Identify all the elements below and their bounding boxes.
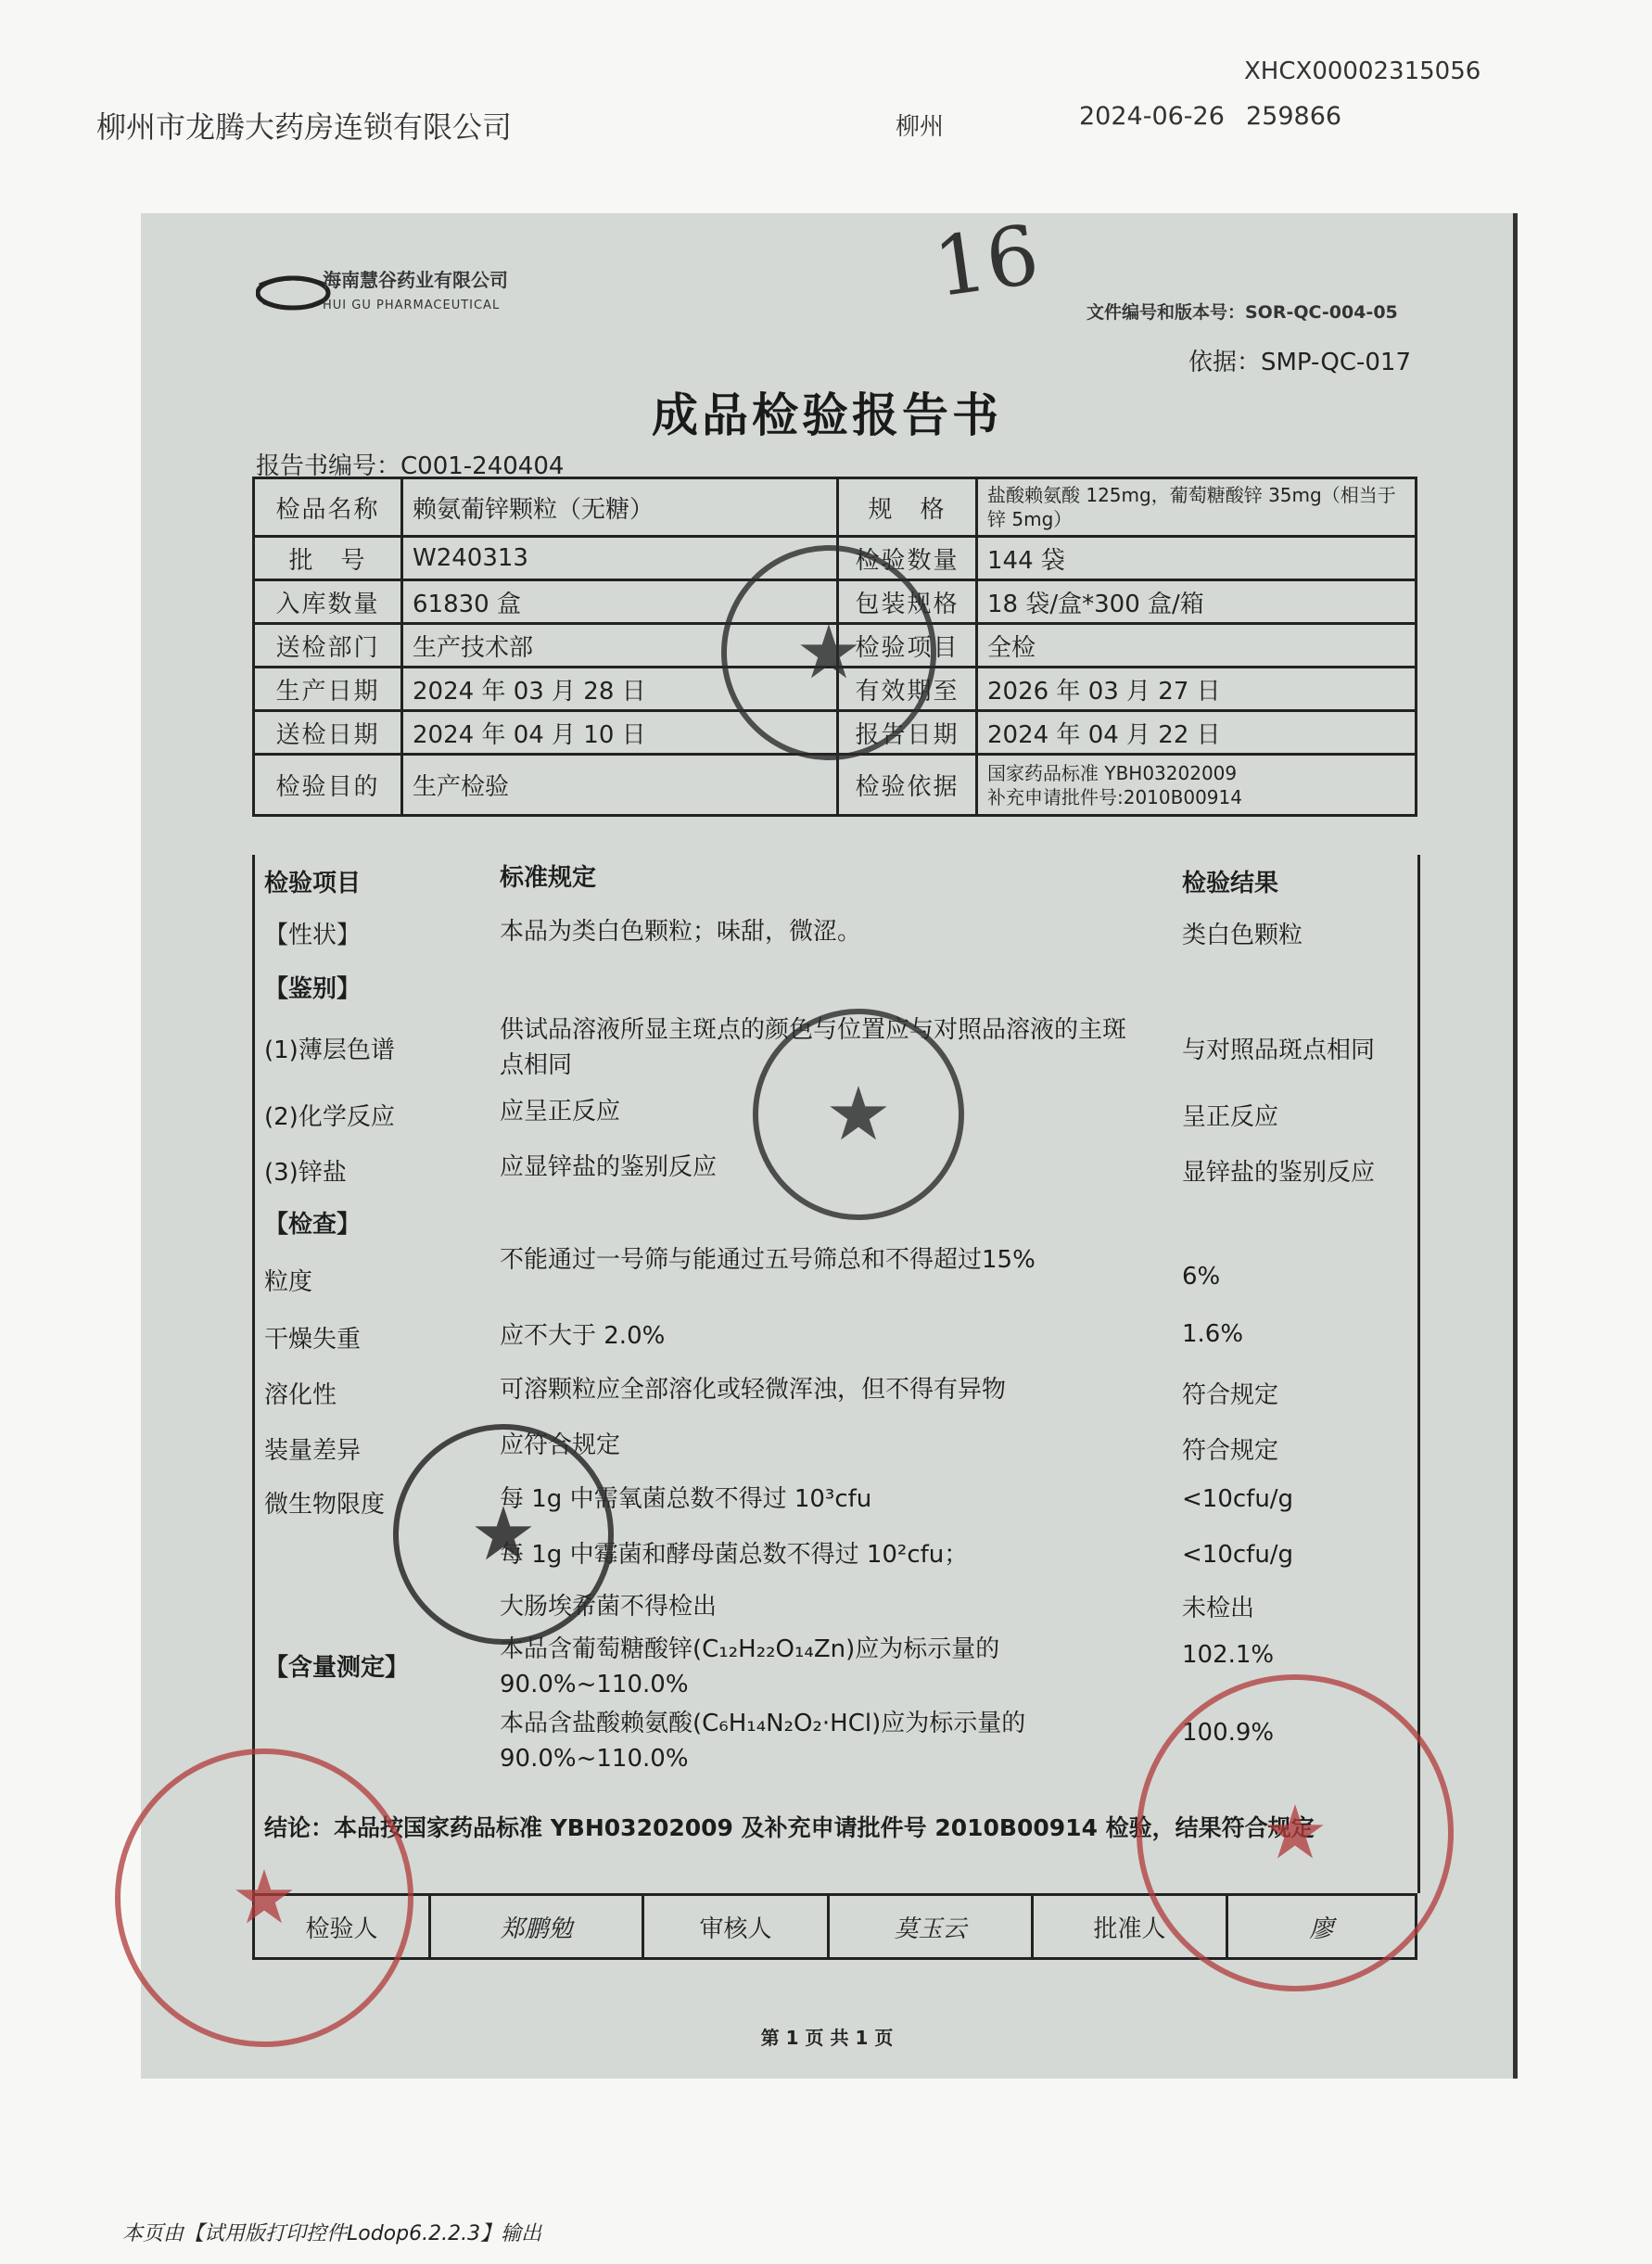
red-stamp-right (1137, 1674, 1454, 1991)
row-result: 100.9% (1182, 1719, 1275, 1747)
row-standard: 供试品溶液所显主斑点的颜色与位置应与对照品溶液的主斑点相同 (500, 1016, 1127, 1079)
row-result: 符合规定 (1182, 1437, 1279, 1465)
row-result: 呈正反应 (1182, 1103, 1279, 1131)
row-result: 6% (1182, 1263, 1221, 1291)
row-item: 【检查】 (264, 1211, 362, 1239)
row-standard: 可溶颗粒应全部溶化或轻微浑浊，但不得有异物 (500, 1376, 1007, 1404)
label-inspector: 检验人 (254, 1895, 430, 1959)
standard-line-1: 国家药品标准 YBH03202009 (987, 761, 1238, 784)
row-item: 粒度 (264, 1268, 313, 1296)
row-item: (1)薄层色谱 (264, 1037, 395, 1064)
row-result: 显锌盐的鉴别反应 (1182, 1159, 1376, 1187)
report-date-value: 2024 年 04 月 22 日 (977, 711, 1417, 755)
dept-value: 生产技术部 (402, 624, 838, 668)
row-standard: 大肠埃希菌不得检出 (500, 1593, 718, 1621)
page-title: 成品检验报告书 (652, 388, 1002, 442)
prod-date-value: 2024 年 03 月 28 日 (402, 668, 838, 711)
star-icon: ★ (1262, 1789, 1328, 1876)
package-value: 18 袋/盒*300 盒/箱 (977, 580, 1417, 624)
row-result: 符合规定 (1182, 1381, 1279, 1409)
row-standard: 应显锌盐的鉴别反应 (500, 1153, 718, 1181)
report-number: 报告书编号：C001-240404 (256, 452, 565, 480)
print-footer: 本页由【试用版打印控件Lodop6.2.2.3】输出 (122, 2222, 542, 2245)
star-icon: ★ (795, 609, 862, 695)
product-name: 赖氨葡锌颗粒（无糖） (402, 478, 838, 537)
row-item: 【性状】 (264, 922, 362, 949)
label-batch: 批 号 (254, 537, 402, 580)
column-header-item: 检验项目 (264, 870, 362, 897)
label-sample-qty: 检验数量 (838, 537, 977, 580)
row-standard: 应呈正反应 (500, 1098, 621, 1126)
label-standard: 检验依据 (838, 755, 977, 816)
row-item: 微生物限度 (264, 1491, 386, 1519)
document-code: XHCX00002315056 (1244, 57, 1481, 85)
label-approver: 批准人 (1033, 1895, 1227, 1959)
red-stamp-left (115, 1749, 413, 2047)
row-result: <10cfu/g (1182, 1485, 1294, 1513)
row-item: 干燥失重 (264, 1326, 362, 1354)
standard-value (977, 755, 1417, 816)
label-submit-date: 送检日期 (254, 711, 402, 755)
row-item: 装量差异 (264, 1437, 362, 1465)
row-result: 1.6% (1182, 1320, 1244, 1348)
handwritten-number: 16 (928, 206, 1045, 316)
row-result: 未检出 (1182, 1595, 1255, 1622)
row-standard: 本品为类白色颗粒；味甜，微涩。 (500, 918, 862, 946)
label-spec: 规 格 (838, 478, 977, 537)
row-result: <10cfu/g (1182, 1541, 1294, 1569)
label-reviewer: 审核人 (643, 1895, 829, 1959)
row-standard: 本品含葡萄糖酸锌(C₁₂H₂₂O₁₄Zn)应为标示量的90.0%~110.0% (500, 1635, 1000, 1698)
issuer-name: 海南慧谷药业有限公司 (323, 269, 508, 291)
row-result: 类白色颗粒 (1182, 922, 1303, 949)
basis-reference: 依据：SMP-QC-017 (1188, 349, 1412, 376)
stock-qty-value: 61830 盒 (402, 580, 838, 624)
print-date: 2024-06-26 (1079, 102, 1225, 131)
city: 柳州 (896, 113, 945, 141)
row-item: 【含量测定】 (264, 1654, 410, 1682)
print-number: 259866 (1246, 102, 1342, 131)
star-icon: ★ (470, 1491, 537, 1577)
report-stamp-top (721, 545, 936, 760)
item-value: 全检 (977, 624, 1417, 668)
inspector-signature: 郑鹏勉 (430, 1895, 643, 1959)
row-standard: 本品含盐酸赖氨酸(C₆H₁₄N₂O₂·HCl)应为标示量的90.0%~110.0% (500, 1710, 1026, 1773)
standard-line-2: 补充申请批件号:2010B00914 (987, 785, 1242, 808)
sample-qty-value: 144 袋 (977, 537, 1417, 580)
row-item: 【鉴别】 (264, 975, 362, 1003)
column-header-result: 检验结果 (1182, 870, 1279, 897)
row-item: (2)化学反应 (264, 1103, 395, 1131)
purpose-value: 生产检验 (402, 755, 838, 816)
page-number: 第 1 页 共 1 页 (760, 2027, 894, 2049)
report-stamp-middle (753, 1009, 964, 1220)
spec-value: 盐酸赖氨酸 125mg，葡萄糖酸锌 35mg（相当于锌 5mg） (977, 478, 1417, 537)
submit-date-value: 2024 年 04 月 10 日 (402, 711, 838, 755)
row-standard: 每 1g 中需氧菌总数不得过 10³cfu (500, 1485, 872, 1513)
label-expiry: 有效期至 (838, 668, 977, 711)
expiry-value: 2026 年 03 月 27 日 (977, 668, 1417, 711)
inspection-report-sheet (141, 206, 1518, 2079)
reviewer-signature: 莫玉云 (829, 1895, 1033, 1959)
row-result: 与对照品斑点相同 (1182, 1037, 1376, 1064)
label-purpose: 检验目的 (254, 755, 402, 816)
label-prod-date: 生产日期 (254, 668, 402, 711)
row-standard: 应符合规定 (500, 1431, 621, 1459)
row-result: 102.1% (1182, 1641, 1275, 1669)
row-standard: 应不大于 2.0% (500, 1322, 666, 1350)
column-header-standard: 标准规定 (500, 864, 597, 892)
label-product-name: 检品名称 (254, 478, 402, 537)
label-item: 检验项目 (838, 624, 977, 668)
label-report-date: 报告日期 (838, 711, 977, 755)
conclusion: 结论：本品按国家药品标准 YBH03202009 及补充申请批件号 2010B00914 检验，结果符合规定 (264, 1814, 1315, 1841)
approver-signature: 廖 (1227, 1895, 1417, 1959)
batch-value: W240313 (402, 537, 838, 580)
row-standard: 每 1g 中霉菌和酵母菌总数不得过 10²cfu； (500, 1541, 969, 1569)
star-icon: ★ (825, 1071, 892, 1157)
row-item: 溶化性 (264, 1381, 337, 1409)
issuer-english-name: HUI GU PHARMACEUTICAL (323, 299, 501, 312)
quality-stamp (393, 1424, 614, 1645)
pharmacy-name: 柳州市龙腾大药房连锁有限公司 (96, 109, 513, 145)
row-item: (3)锌盐 (264, 1159, 347, 1187)
row-standard: 不能通过一号筛与能通过五号筛总和不得超过15% (500, 1246, 1036, 1274)
star-icon: ★ (231, 1854, 298, 1940)
label-package: 包装规格 (838, 580, 977, 624)
file-number: 文件编号和版本号：SOR-QC-004-05 (1087, 302, 1398, 323)
label-stock-qty: 入库数量 (254, 580, 402, 624)
label-dept: 送检部门 (254, 624, 402, 668)
